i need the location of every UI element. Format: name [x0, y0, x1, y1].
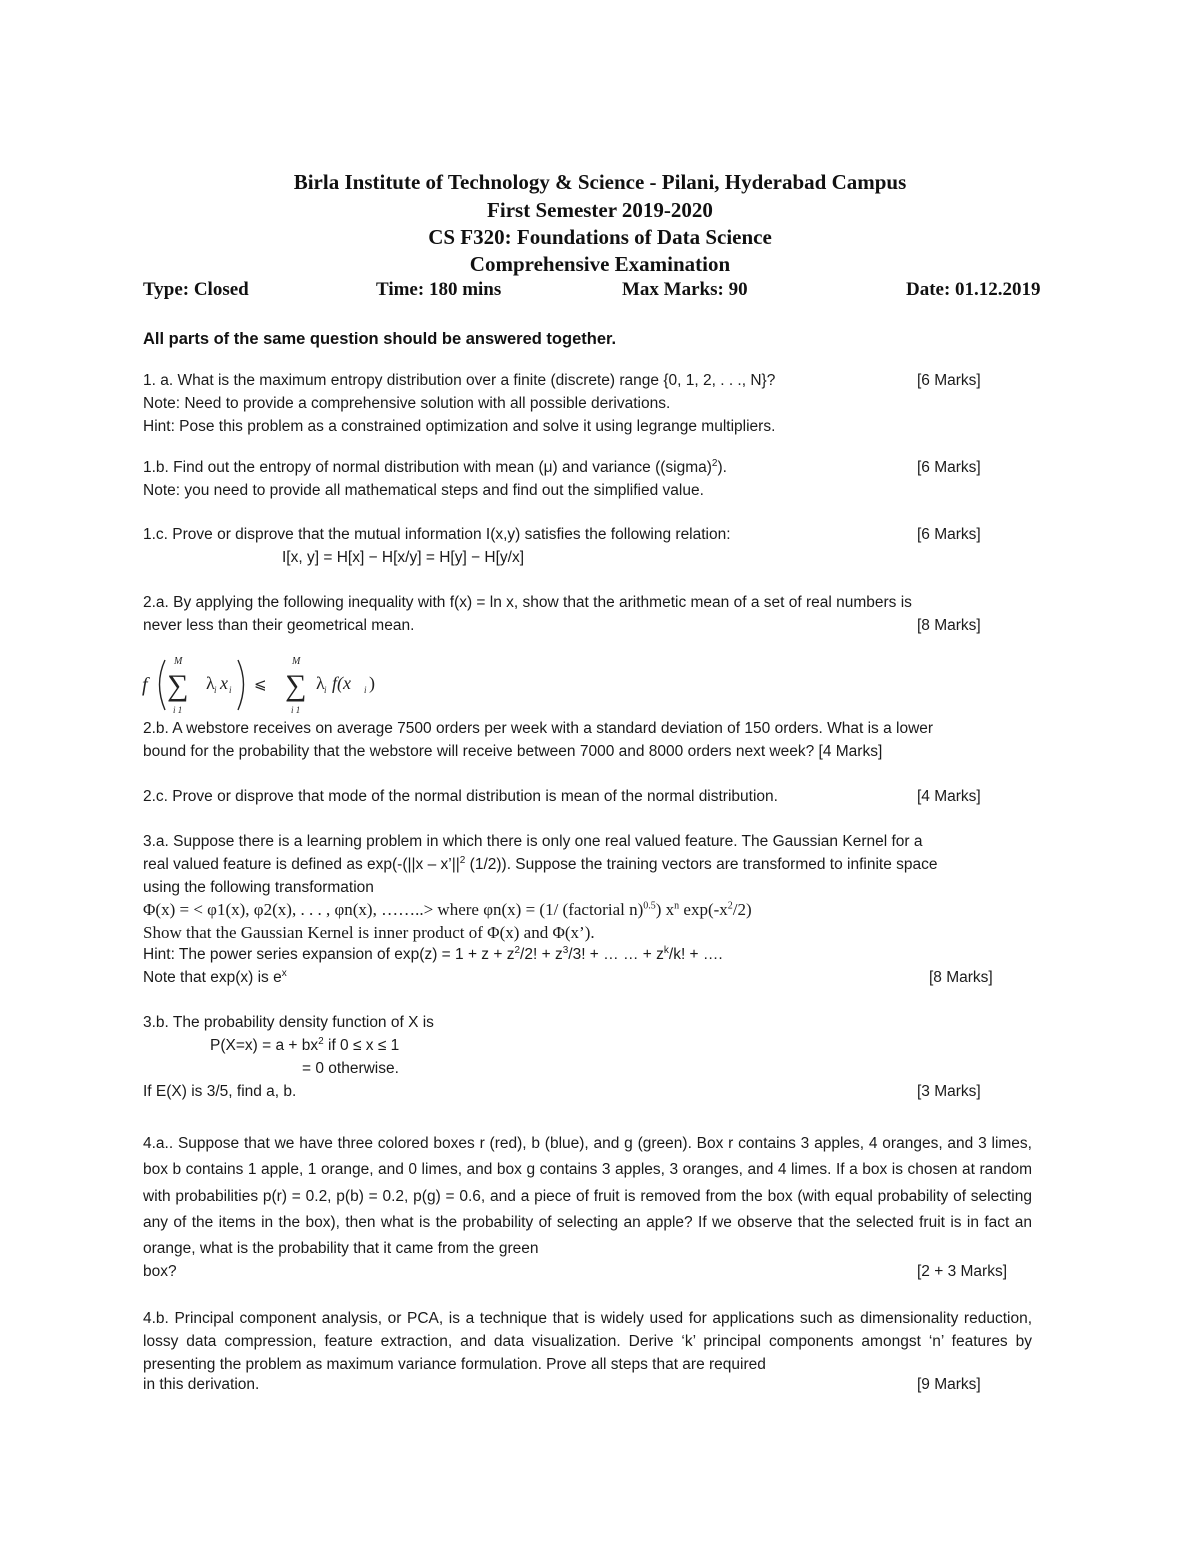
- exam-type: Type: Closed: [143, 279, 249, 300]
- q1a-note: Note: Need to provide a comprehensive solution with all possible derivations.: [143, 395, 671, 412]
- formula-lambda1: λ: [206, 673, 215, 693]
- q4a-text: 4.a.. Suppose that we have three colored boxes r (red), b (blue), and g (green). Box r contains 3 apples, 4 oranges, and 3 limes, box b contains 1 apple, 1 orange, and 0 limes, and box g contains 3 apples, 3 oranges, and 4 limes. If a box is chosen at random with probabilities p(r) = 0.2, p(b) = 0.2, p(g) = 0.6, and a piece of fruit is removed from the box (with equal probability of selecting any of the items in the box), then what is the probability of selecting an apple? If we observe that the selected fruit is in fact an orange, what is the probability that it came from the green: [143, 1135, 1032, 1258]
- q1a-hint: Hint: Pose this problem as a constrained optimization and solve it using legrange multipliers.: [143, 418, 776, 435]
- formula-f: f: [142, 674, 148, 696]
- q1b-marks: [6 Marks]: [917, 459, 981, 476]
- q1c-marks: [6 Marks]: [917, 526, 981, 543]
- q3b-otherwise: = 0 otherwise.: [302, 1060, 399, 1077]
- formula-sum2-top: M: [292, 656, 301, 667]
- q3a-show: Show that the Gaussian Kernel is inner product of Φ(x) and Φ(x’).: [143, 923, 595, 942]
- exam-max-marks: Max Marks: 90: [622, 279, 748, 300]
- q3a-text: 3.a. Suppose there is a learning problem in which there is only one real valued feature. The Gaussian Kernel for a: [143, 833, 923, 850]
- q3a-hint: Hint: The power series expansion of $\exp(z) = 1 + z + z^2/2$! + $z^3/3$! + … … + $z^k/k$! + ….: [143, 944, 723, 963]
- formula-lambda2: λ: [316, 673, 325, 693]
- formula-sum1-top: M: [174, 656, 183, 667]
- q1b-text: 1.b. Find out the entropy of normal distribution with mean (μ) and variance ((sigma)$^2$).: [143, 457, 727, 476]
- formula-sum2-bottom: i 1: [291, 705, 301, 715]
- q3b-question: If E(X) is 3/5, find a, b.: [143, 1083, 297, 1100]
- formula-left-paren: [160, 660, 166, 710]
- formula-sum1-bottom: i 1: [173, 705, 183, 715]
- q1c-relation: I[x, y] = H[x] − H[x/y] = H[y] − H[y/x]: [282, 549, 525, 566]
- q1c-text: 1.c. Prove or disprove that the mutual information I(x,y) satisfies the following relation:: [143, 526, 731, 543]
- formula-x-sub: i: [229, 685, 232, 695]
- formula-lambda1-sub: i: [214, 685, 217, 695]
- q3b-text: 3.b. The probability density function of X is: [143, 1014, 434, 1031]
- q2b-text-2: bound for the probability that the webstore will receive between 7000 and 8000 orders next week? [4 Marks]: [143, 743, 883, 760]
- formula-fx-close: ): [369, 673, 375, 693]
- q3a-text-2: real valued feature is defined as $\exp(-(||x - x’||^2$ (1/2)). Suppose the training vectors are transformed to infinite space: [143, 854, 938, 873]
- institute-title: Birla Institute of Technology & Science - Pilani, Hyderabad Campus: [293, 170, 907, 194]
- q1a-marks: [6 Marks]: [917, 372, 981, 389]
- q4b-last: in this derivation.: [143, 1376, 260, 1393]
- q1a-text: 1. a. What is the maximum entropy distribution over a finite (discrete) range {0, 1, 2, . . ., N}?: [143, 372, 776, 389]
- q4b-text: 4.b. Principal component analysis, or PCA, is a technique that is widely used for applications such as dimensionality reduction, lossy data compression, feature extraction, and data visualization. Derive ‘k’ principal components amongst ‘n’ features by presenting the problem as maximum variance formulation. Prove all steps that are required: [143, 1310, 1032, 1373]
- q4a-marks: [2 + 3 Marks]: [917, 1263, 1008, 1280]
- q3a-marks: [8 Marks]: [929, 969, 993, 986]
- instruction: All parts of the same question should be answered together.: [143, 330, 617, 348]
- jensen-inequality-formula: [140, 648, 390, 718]
- q3a-text-3: using the following transformation: [143, 879, 374, 896]
- q3b-pdf: $P(X=x) = a + bx^2$ if 0 ≤ x ≤ 1: [210, 1035, 400, 1054]
- q4a-last: box?: [143, 1263, 177, 1280]
- q2c-marks: [4 Marks]: [917, 788, 981, 805]
- q3a-transformation: Φ(x) = < φ1(x), φ2(x), . . . , φn(x), ……..> where φn(x) = (1/ (factorial n)$^{0.5}$) $x^n$ $\exp(-x^2/2)$: [143, 900, 752, 919]
- q2a-marks: [8 Marks]: [917, 617, 981, 634]
- q1b-note: Note: you need to provide all mathematical steps and find out the simplified value.: [143, 482, 704, 499]
- exam-date: Date: 01.12.2019: [906, 279, 1041, 300]
- q2a-text: 2.a. By applying the following inequality with f(x) = ln x, show that the arithmetic mean of a set of real numbers is: [143, 594, 912, 611]
- formula-sum2: ∑: [285, 669, 307, 702]
- q3b-marks: [3 Marks]: [917, 1083, 981, 1100]
- formula-leq: ⩽: [254, 675, 267, 693]
- formula-fx: f(x: [332, 673, 351, 693]
- formula-right-paren: [238, 660, 244, 710]
- formula-lambda2-sub: i: [324, 685, 327, 695]
- exam-title: Comprehensive Examination: [469, 252, 731, 276]
- q2b-text: 2.b. A webstore receives on average 7500 orders per week with a standard deviation of 150 orders. What is a lower: [143, 720, 934, 737]
- q4b-marks: [9 Marks]: [917, 1376, 981, 1393]
- semester-title: First Semester 2019-2020: [487, 198, 713, 222]
- formula-fx-sub: i: [364, 685, 367, 695]
- formula-sum1: ∑: [167, 669, 189, 702]
- formula-x: x: [220, 673, 228, 693]
- exam-time: Time: 180 mins: [376, 279, 502, 300]
- course-title: CS F320: Foundations of Data Science: [428, 225, 772, 249]
- q2c-text: 2.c. Prove or disprove that mode of the normal distribution is mean of the normal distribution.: [143, 788, 778, 805]
- q3a-note: Note that exp(x) is $e^x$: [143, 967, 287, 986]
- q2a-text-2: never less than their geometrical mean.: [143, 617, 415, 634]
